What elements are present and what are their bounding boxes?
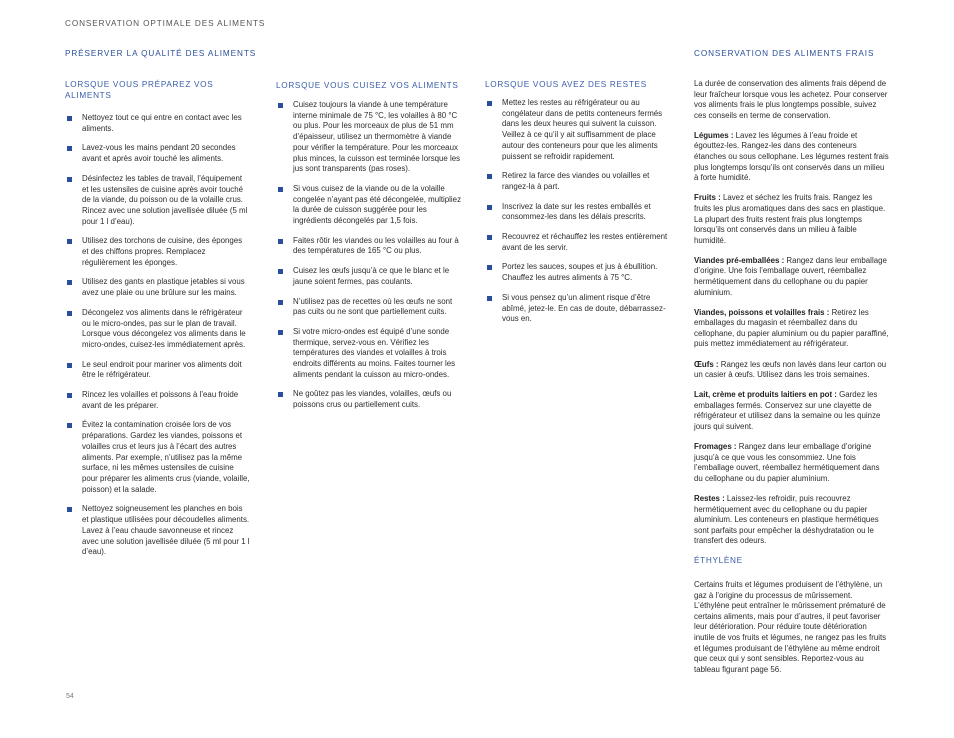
square-bullet-icon <box>487 101 492 106</box>
list-item-text: Ne goûtez pas les viandes, volailles, œufs ou poissons crus ou partiellement cuits. <box>293 389 452 410</box>
list-item-text: Utilisez des torchons de cuisine, des éponges et des chiffons propres. Remplacez régulièrement les éponges. <box>82 236 243 267</box>
entry-term: Restes : <box>694 494 725 503</box>
list-item-text: Nettoyez soigneusement les planches en bois et plastique utilisées pour découdelles aliments. Lavez à l’eau chaude savonneuse et rincez avec une solution javellisée diluée (5 ml pour 1 l d’eau). <box>82 504 250 557</box>
list-item-text: Cuisez les œufs jusqu’à ce que le blanc et le jaune soient fermes, pas coulants. <box>293 266 450 286</box>
list-item <box>276 236 461 257</box>
square-bullet-icon <box>278 392 283 397</box>
entry-text: Rangez dans leur emballage d’origine. Une fois l’emballage ouvert, réemballez hermétiquement dans du cellophane ou du papier aluminium. <box>694 255 887 297</box>
column-heading: LORSQUE VOUS PRÉPAREZ VOS ALIMENTS <box>65 80 214 100</box>
square-bullet-icon <box>487 265 492 270</box>
list-item <box>276 184 461 227</box>
square-bullet-icon <box>67 363 72 368</box>
square-bullet-icon <box>487 205 492 210</box>
entry-term: Fromages : <box>694 442 737 452</box>
list-item <box>485 98 670 162</box>
column-preparation <box>65 79 250 567</box>
entry-text: Rangez dans leur emballage d’origine jusqu’à ce que vous les consommiez. Une fois l’emballage ouvert, réemballez hermétiquement dans du cellophane ou du papier aluminium. <box>694 442 880 483</box>
list-item-text: Si votre micro-ondes est équipé d’une sonde thermique, servez-vous en. Vérifiez les températures des viandes et volailles à trois endroits différents au moins. Faites tourner les aliments pendant la cuisson au micro-ondes. <box>293 326 456 379</box>
list-item-text: Cuisez toujours la viande à une température interne minimale de 75 °C, les volailles à 80 °C ou plus. Pour les morceaux de plus de 51 mm d’épaisseur, utilisez un thermomètre à viande pour vérifier la température. Pour les morceaux plus minces, la cuisson est terminée lorsque les jus sont transparents (pas roses). <box>293 100 461 174</box>
entry-leftovers <box>694 494 889 547</box>
entry-term: Viandes, poissons et volailles frais : <box>694 307 830 317</box>
entry-fresh-meat-fish-poultry <box>694 308 889 350</box>
right-section-title: CONSERVATION DES ALIMENTS FRAIS <box>694 49 875 58</box>
entry-text: Laissez-les refroidir, puis recouvrez hermétiquement avec du cellophane ou du papier aluminium. Les conteneurs en plastique hermétiques sont parfaits pour empêcher la déshydratation ou le transfert des odeurs. <box>694 494 879 546</box>
list-item-text: Si vous pensez qu’un aliment risque d’être abîmé, jetez-le. En cas de doute, débarrassez-vous en. <box>502 292 666 324</box>
square-bullet-icon <box>278 187 283 192</box>
list-item-text: Si vous cuisez de la viande ou de la volaille congelée n’ayant pas été décongelée, multipliez la durée de cuisson suggérée pour les ingrédients décongelés par 1,5 fois. <box>293 183 462 226</box>
column-cooking <box>276 80 461 420</box>
left-section-title: PRÉSERVER LA QUALITÉ DES ALIMENTS <box>65 49 257 58</box>
entry-term: Œufs : <box>694 359 719 369</box>
list-item-text: Utilisez des gants en plastique jetables si vous avez une plaie ou une brûlure sur les mains. <box>82 277 245 298</box>
ethylene-paragraph: Certains fruits et légumes produisent de l’éthylène, un gaz à l’origine du processus de mûrissement. L’éthylène peut entraîner le mûrissement prématuré de certains aliments, mais pour d’autres, il peut favoriser leur détérioration. Pour réduire toute détérioration inutile de vos fruits et légumes, ne rangez pas les fruits et légumes produisant de l’éthylène au même endroit que ceux qui y sont sensibles. Reportez-vous au tableau figurant page 56. <box>694 580 887 674</box>
list-item <box>65 277 250 298</box>
list-item <box>65 390 250 411</box>
list-item-text: Lavez-vous les mains pendant 20 secondes avant et après avoir touché les aliments. <box>82 143 236 164</box>
entry-text: Lavez les légumes à l’eau froide et égouttez-les. Rangez-les dans des conteneurs étanches ou sous cellophane. Les légumes restent frais plus longtemps lorsqu’ils ont conservés dans un milieu à forte humidité. <box>694 130 889 183</box>
list-item <box>485 262 670 283</box>
entry-vegetables <box>694 131 889 184</box>
ethylene-heading: ÉTHYLÈNE <box>694 556 743 566</box>
entry-text: Retirez les emballages du magasin et réemballez dans du cellophane, du papier aluminium ou du papier paraffiné, puis mettez immédiatement au réfrigérateur. <box>694 307 889 349</box>
list-item-text: Portez les sauces, soupes et jus à ébullition. Chauffez les autres aliments à 75 °C. <box>502 262 658 283</box>
list-item-text: Le seul endroit pour mariner vos aliments doit être le réfrigérateur. <box>82 359 242 380</box>
list-item <box>485 171 670 192</box>
column-heading: LORSQUE VOUS CUISEZ VOS ALIMENTS <box>276 81 459 90</box>
entry-eggs <box>694 360 889 381</box>
list-item <box>485 293 670 325</box>
entry-fruits <box>694 193 889 246</box>
square-bullet-icon <box>278 300 283 305</box>
square-bullet-icon <box>278 103 283 108</box>
list-item <box>276 266 461 287</box>
square-bullet-icon <box>67 177 72 182</box>
running-head: CONSERVATION OPTIMALE DES ALIMENTS <box>65 19 266 28</box>
list-item <box>276 327 461 381</box>
list-item-text: Inscrivez la date sur les restes emballés et consommez-les dans les délais prescrits. <box>502 201 651 222</box>
square-bullet-icon <box>487 174 492 179</box>
intro-paragraph: La durée de conservation des aliments frais dépend de leur fraîcheur lorsque vous les achetez. Pour conserver vos aliments frais le plus longtemps possible, suivez ces conseils en terme de conservation. <box>694 79 888 120</box>
square-bullet-icon <box>67 393 72 398</box>
entry-term: Lait, crème et produits laitiers en pot : <box>694 390 837 400</box>
entry-text: Gardez les emballages fermés. Conservez sur une clayette de réfrigérateur et utilisez dans la semaine ou les quinze jours qui suivent. <box>694 390 881 432</box>
list-item-text: Nettoyez tout ce qui entre en contact avec les aliments. <box>82 113 242 133</box>
page-number: 54 <box>66 693 74 700</box>
square-bullet-icon <box>67 239 72 244</box>
list-item-text: Évitez la contamination croisée lors de vos préparations. Gardez les viandes, poissons et volailles crus et leurs jus à l’écart des autres aliments. Par exemple, n’utilisez pas la même surface, ni les mêmes ustensiles de cuisine pour préparer les aliments crus (viande, volaille, poisson) et la salade. <box>82 420 250 494</box>
list-item <box>65 143 250 164</box>
entry-text: Rangez les œufs non lavés dans leur carton ou un casier à œufs. Utilisez dans les trois semaines. <box>694 359 887 380</box>
list-item <box>65 113 250 134</box>
entry-prepackaged-meat <box>694 256 889 298</box>
bullet-list <box>276 100 461 411</box>
list-item <box>65 360 250 381</box>
fresh-food-column <box>694 79 889 685</box>
square-bullet-icon <box>67 423 72 428</box>
square-bullet-icon <box>487 235 492 240</box>
square-bullet-icon <box>278 239 283 244</box>
square-bullet-icon <box>487 296 492 301</box>
entry-term: Viandes pré-emballées : <box>694 255 785 265</box>
list-item <box>276 389 461 410</box>
square-bullet-icon <box>67 311 72 316</box>
list-item-text: Décongelez vos aliments dans le réfrigérateur ou le micro-ondes, pas sur le plan de travail. Lorsque vous décongelez vos aliments dans le micro-ondes, cuisez-les immédiatement après. <box>82 307 246 349</box>
entry-term: Légumes : <box>694 130 734 140</box>
square-bullet-icon <box>67 507 72 512</box>
list-item <box>276 297 461 318</box>
list-item <box>276 100 461 175</box>
list-item-text: Faites rôtir les viandes ou les volailles au four à des températures de 165 °C ou plus. <box>293 235 459 256</box>
entry-term: Fruits : <box>694 193 721 203</box>
list-item-text: Désinfectez les tables de travail, l’équipement et les ustensiles de cuisine après avoir touché de la viande, du poisson ou de la volaille crus. Rincez avec une solution javellisée diluée (5 ml pour 1 l d’eau). <box>82 173 248 226</box>
list-item-text: Rincez les volailles et poissons à l’eau froide avant de les préparer. <box>82 390 239 410</box>
list-item-text: Recouvrez et réchauffez les restes entièrement avant de les servir. <box>502 232 668 252</box>
square-bullet-icon <box>67 116 72 121</box>
bullet-list <box>485 98 670 325</box>
square-bullet-icon <box>67 280 72 285</box>
list-item-text: Retirez la farce des viandes ou volailles et rangez-la à part. <box>502 171 650 191</box>
square-bullet-icon <box>67 146 72 151</box>
list-item <box>65 504 250 558</box>
list-item <box>65 236 250 268</box>
column-leftovers <box>485 79 670 334</box>
entry-dairy <box>694 390 889 432</box>
bullet-list <box>65 113 250 558</box>
list-item <box>65 174 250 228</box>
list-item <box>65 420 250 495</box>
square-bullet-icon <box>278 269 283 274</box>
column-heading: LORSQUE VOUS AVEZ DES RESTES <box>485 80 647 89</box>
square-bullet-icon <box>278 330 283 335</box>
list-item-text: N’utilisez pas de recettes où les œufs ne sont pas cuits ou ne sont que partiellement cuits. <box>293 296 453 317</box>
list-item-text: Mettez les restes au réfrigérateur ou au congélateur dans de petits conteneurs fermés dans les deux heures qui suivent la cuisson. Veillez à ce qu’il y ait suffisamment de place autour des conteneurs pour que les aliments puissent se refroidir rapidement. <box>502 98 663 161</box>
list-item <box>485 202 670 223</box>
entry-cheese <box>694 442 889 484</box>
list-item <box>485 232 670 253</box>
entry-text: Lavez et séchez les fruits frais. Rangez les fruits les plus aromatiques dans des sacs en plastique. La plupart des fruits restent frais plus longtemps lorsqu’ils ont conservés dans un milieu à faible humidité. <box>694 193 886 245</box>
list-item <box>65 308 250 351</box>
